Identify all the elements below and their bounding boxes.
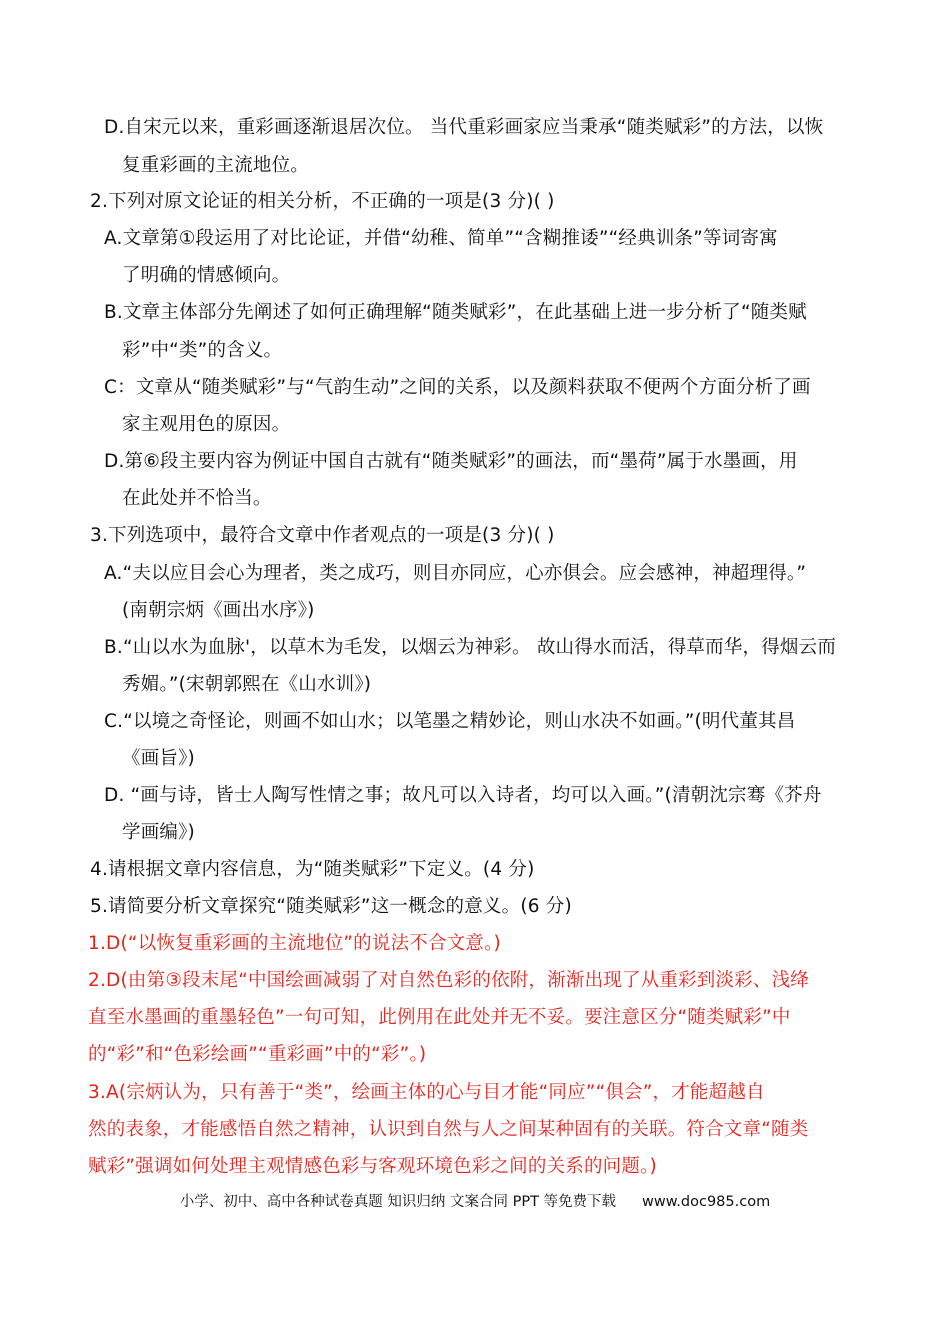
answer-2-line1: 2.D(由第③段末尾“中国绘画减弱了对自然色彩的依附，渐渐出现了从重彩到淡彩、浅绛	[88, 970, 809, 991]
option-c-q2-line2: 家主观用色的原因。	[122, 414, 291, 435]
answer-1: 1.D(“以恢复重彩画的主流地位”的说法不合文意。)	[88, 933, 501, 954]
option-c-q3-line2: 《画旨》)	[122, 748, 195, 769]
option-d-q1-line1: D.自宋元以来，重彩画逐渐退居次位。 当代重彩画家应当秉承“随类赋彩”的方法，以恢	[104, 117, 824, 138]
option-a-q3-line2: (南朝宗炳《画出水序》)	[122, 600, 315, 621]
option-b-q3-line2: 秀媚。”(宋朝郭熙在《山水训》)	[122, 674, 372, 695]
option-d-q3-line2: 学画编》)	[122, 822, 195, 843]
answer-3-line1: 3.A(宗炳认为，只有善于“类”，绘画主体的心与目才能“同应”“俱会”，才能超越自	[88, 1082, 765, 1103]
option-a-q3-line1: A.“夫以应目会心为理者，类之成巧，则目亦同应，心亦俱会。应会感神，神超理得。”	[104, 563, 807, 584]
answer-2-line2: 直至水墨画的重墨轻色”一句可知，此例用在此处并无不妥。要注意区分“随类赋彩”中	[88, 1007, 791, 1028]
answer-3-line3: 赋彩”强调如何处理主观情感色彩与客观环境色彩之间的关系的问题。)	[88, 1156, 657, 1177]
footer-url[interactable]: www.doc985.com	[642, 1194, 771, 1210]
option-a-q2-line2: 了明确的情感倾向。	[122, 265, 291, 286]
question-5-stem: 5.请简要分析文章探究“随类赋彩”这一概念的意义。(6 分)	[90, 896, 572, 917]
page-footer	[0, 1191, 950, 1213]
option-b-q2-line2: 彩”中“类”的含义。	[122, 340, 283, 361]
option-a-q2-line1: A.文章第①段运用了对比论证，并借“幼稚、简单”“含糊推诿”“经典训条”等词寄寓	[104, 228, 778, 249]
option-b-q2-line1: B.文章主体部分先阐述了如何正确理解“随类赋彩”，在此基础上进一步分析了“随类赋	[104, 302, 807, 323]
option-d-q3-line1: D. “画与诗，皆士人陶写性情之事；故凡可以入诗者，均可以入画。”(清朝沈宗骞《芥舟	[104, 785, 822, 806]
option-b-q3-line1: B.“山以水为血脉'，以草木为毛发，以烟云为神彩。 故山得水而活，得草而华，得烟云而	[104, 637, 837, 658]
question-3-stem: 3.下列选项中，最符合文章中作者观点的一项是(3 分)( )	[90, 525, 555, 546]
option-d-q1-line2: 复重彩画的主流地位。	[122, 155, 310, 176]
footer-text: 小学、初中、高中各种试卷真题 知识归纳 文案合同 PPT 等免费下载	[179, 1194, 617, 1210]
answer-3-line2: 然的表象，才能感悟自然之精神，认识到自然与人之间某种固有的关联。符合文章“随类	[88, 1119, 809, 1140]
question-4-stem: 4.请根据文章内容信息，为“随类赋彩”下定义。(4 分)	[90, 859, 535, 880]
option-d-q2-line2: 在此处并不恰当。	[122, 488, 272, 509]
option-c-q2-line1: C：文章从“随类赋彩”与“气韵生动”之间的关系，以及颜料获取不便两个方面分析了画	[104, 377, 811, 398]
answer-2-line3: 的“彩”和“色彩绘画”“重彩画”中的“彩”。)	[88, 1044, 427, 1065]
option-c-q3-line1: C.“以境之奇怪论，则画不如山水；以笔墨之精妙论，则山水决不如画。”(明代董其昌	[104, 711, 796, 732]
question-2-stem: 2.下列对原文论证的相关分析，不正确的一项是(3 分)( )	[90, 191, 555, 212]
option-d-q2-line1: D.第⑥段主要内容为例证中国自古就有“随类赋彩”的画法，而“墨荷”属于水墨画，用	[104, 451, 798, 472]
